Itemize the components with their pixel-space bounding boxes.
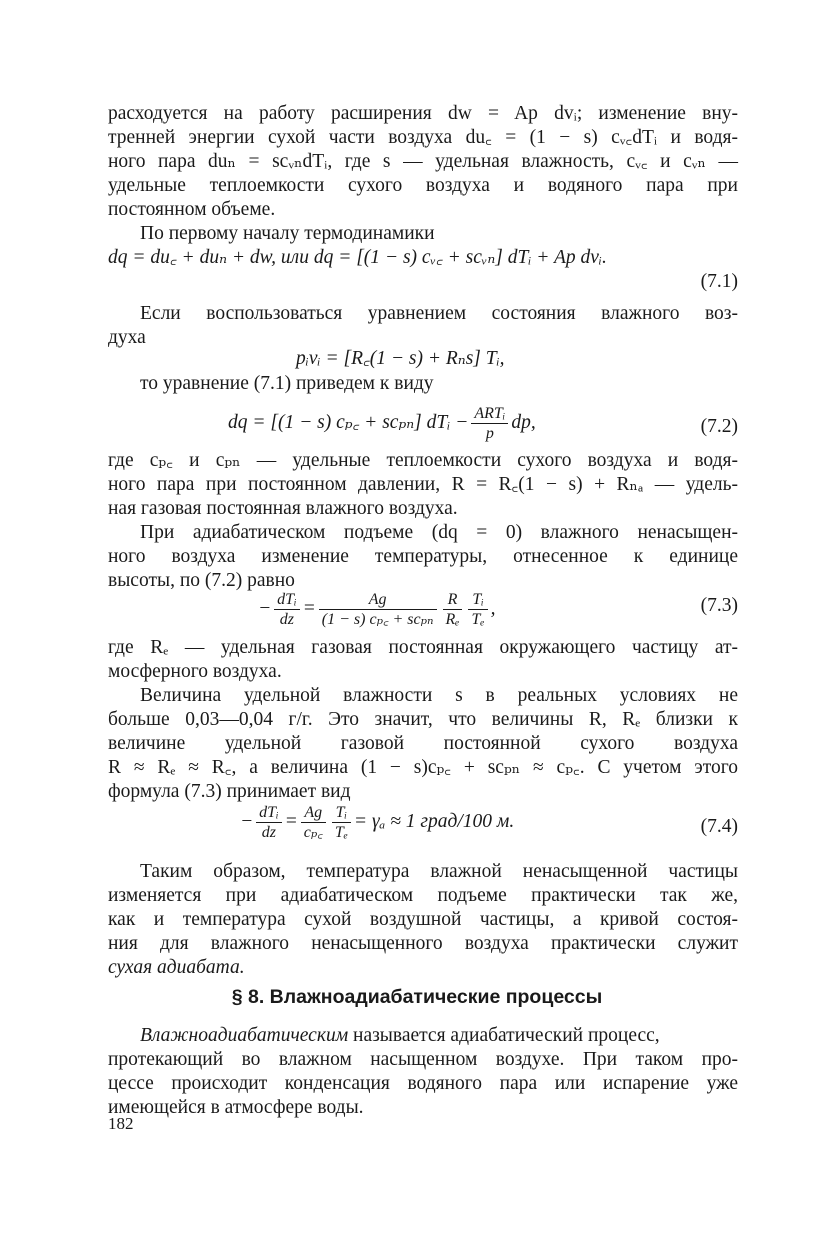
text-line: Если воспользоваться уравнением состояния влажного воз- xyxy=(140,303,738,324)
text-line: ного пара при постоянном давлении, R = R꜀(1 − s) + Rₙₐ — удель- xyxy=(108,474,738,495)
text-line: духа xyxy=(108,327,146,348)
term-italic: Влажноадиабатическим xyxy=(140,1025,349,1046)
fraction xyxy=(256,803,281,842)
denominator: (1 − s) cₚ꜀ + scₚₙ xyxy=(321,611,434,628)
denominator: Rₑ xyxy=(445,611,460,628)
numerator: dTᵢ xyxy=(274,590,299,610)
text-line: ная газовая постоянная влажного воздуха. xyxy=(108,498,458,519)
equals-sign: = xyxy=(302,597,316,619)
fraction xyxy=(301,803,326,842)
fraction xyxy=(443,590,463,629)
text-line: формула (7.3) принимает вид xyxy=(108,781,351,802)
equation-number: (7.2) xyxy=(700,416,738,437)
text-line: ния для влажного ненасыщенного воздуха практически служит xyxy=(108,933,738,954)
minus-sign: − xyxy=(240,810,254,832)
text-line: тренней энергии сухой части воздуха du꜀ = (1 − s) cᵥ꜀dTᵢ и водя- xyxy=(108,127,738,148)
equals-sign: = xyxy=(284,810,298,832)
denominator: dz xyxy=(279,611,294,628)
numerator: R xyxy=(443,590,463,610)
text-line: R ≈ Rₑ ≈ R꜀, а величина (1 − s)cₚ꜀ + scₚₙ ≈ cₚ꜀. С учетом этого xyxy=(108,757,738,778)
eq-left: dq = [(1 − s) cₚ꜀ + scₚₙ] dTᵢ − xyxy=(228,411,469,433)
section-heading: § 8. Влажноадиабатические процессы xyxy=(231,986,603,1008)
page-number: 182 xyxy=(108,1114,134,1133)
equation-number: (7.3) xyxy=(700,595,738,616)
fraction xyxy=(274,590,299,629)
numerator: Ag xyxy=(319,590,437,610)
text-line: то уравнение (7.1) приведем к виду xyxy=(140,373,434,394)
equation-7-4 xyxy=(240,803,514,842)
equation-7-2 xyxy=(228,404,536,443)
text-line: сухая адиабата. xyxy=(108,957,245,978)
text-line: При адиабатическом подъеме (dq = 0) влажного ненасыщен- xyxy=(140,522,738,543)
text-line: ного воздуха изменение температуры, отнесенное к единице xyxy=(108,546,738,567)
text-line: имеющейся в атмосфере воды. xyxy=(108,1097,364,1118)
line-rest: называется адиабатический процесс, xyxy=(348,1025,660,1046)
fraction xyxy=(468,590,487,629)
text-line: больше 0,03—0,04 г/г. Это значит, что величины R, Rₑ близки к xyxy=(108,709,738,730)
numerator: dTᵢ xyxy=(256,803,281,823)
text-line: ного пара duₙ = scᵥₙdTᵢ, где s — удельная влажность, cᵥ꜀ и cᵥₙ — xyxy=(108,151,738,172)
text-line: изменяется при адиабатическом подъеме практически так же, xyxy=(108,885,738,906)
text-line: протекающий во влажном насыщенном воздухе. При таком про- xyxy=(108,1049,738,1070)
denominator: dz xyxy=(261,824,276,841)
fraction xyxy=(471,404,508,443)
text-line: где cₚ꜀ и cₚₙ — удельные теплоемкости сухого воздуха и водя- xyxy=(108,450,738,471)
numerator: Tᵢ xyxy=(332,803,351,823)
denominator: Tₑ xyxy=(334,824,348,841)
equation-7-3: − $\frac{\text{dTᵢ}}{dz}$ = $\frac{Ag}{\text{(1 − s) cₚ꜀ + scₚₙ}}$ $\frac{R}{\text{Rₑ}}$ $\frac{\text{Tᵢ}}{\text{Tₑ}}$ , xyxy=(258,591,496,628)
text-line: Величина удельной влажности s в реальных условиях не xyxy=(140,685,738,706)
denominator: cₚ꜀ xyxy=(303,824,323,841)
equation-7-1: dq = du꜀ + duₙ + dw, или dq = [(1 − s) cᵥ꜀ + scᵥₙ] dTᵢ + Ap dvᵢ. xyxy=(108,247,607,268)
denominator: p xyxy=(485,425,494,442)
text-line: цессе происходит конденсация водяного пара или испарение уже xyxy=(108,1073,738,1094)
numerator: ARTᵢ xyxy=(471,404,508,424)
text-line: постоянном объеме. xyxy=(108,199,276,220)
equation-number: (7.4) xyxy=(700,816,738,837)
eq-tail: = γₐ ≈ 1 град/100 м. xyxy=(353,810,515,832)
text-line: По первому началу термодинамики xyxy=(140,223,435,244)
equation-state: pᵢvᵢ = [R꜀(1 − s) + Rₙs] Tᵢ, xyxy=(296,348,505,369)
numerator: Ag xyxy=(301,803,326,823)
minus-sign: − xyxy=(258,597,272,619)
text-line: где Rₑ — удельная газовая постоянная окружающего частицу ат- xyxy=(108,637,738,658)
fraction xyxy=(332,803,351,842)
text-line: как и температура сухой воздушной частицы, а кривой состоя- xyxy=(108,909,738,930)
text-line: мосферного воздуха. xyxy=(108,661,282,682)
text-line xyxy=(140,1024,738,1048)
text-line: Таким образом, температура влажной ненасыщенной частицы xyxy=(140,861,738,882)
numerator: Tᵢ xyxy=(468,590,487,610)
text-line: величине удельной газовой постоянной сухого воздуха xyxy=(108,733,738,754)
text-line: расходуется на работу расширения dw = Ap dvᵢ; изменение вну- xyxy=(108,103,738,124)
text-line: высоты, по (7.2) равно xyxy=(108,570,295,591)
eq-right: dp, xyxy=(511,411,536,433)
equation-number: (7.1) xyxy=(700,271,738,292)
fraction xyxy=(319,590,437,629)
denominator: Tₑ xyxy=(471,611,485,628)
text-line: удельные теплоемкости сухого воздуха и водяного пара при xyxy=(108,175,738,196)
